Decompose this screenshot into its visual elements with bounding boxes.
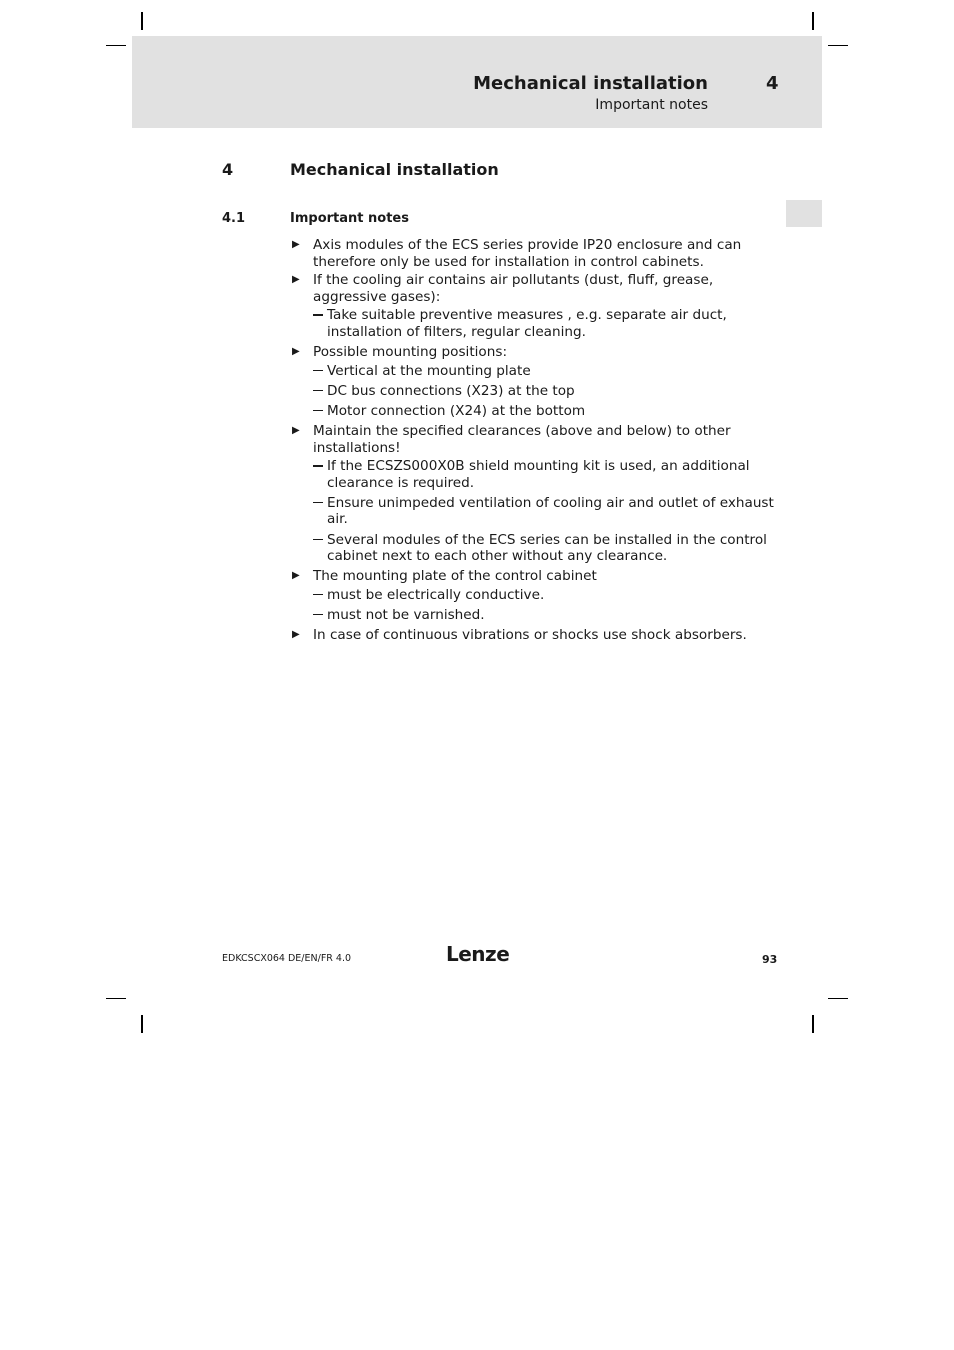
subsection-title: Important notes (290, 211, 409, 226)
section-title: Mechanical installation (290, 160, 499, 179)
dash-item: must not be varnished. (290, 607, 790, 624)
bullet-item: ▶ Axis modules of the ECS series provide IP20 enclosure and can therefore only be used for installation in control cabinets. (290, 237, 790, 270)
crop-mark (828, 998, 848, 999)
crop-mark (141, 1015, 143, 1033)
dash-item: Vertical at the mounting plate (290, 363, 790, 380)
page-number: 93 (762, 953, 778, 966)
bullet-item: ▶ In case of continuous vibrations or shocks use shock absorbers. (290, 627, 790, 644)
bullet-item: ▶ The mounting plate of the control cabinet (290, 568, 790, 585)
bullet-item: ▶ If the cooling air contains air pollutants (dust, fluff, grease, aggressive gases): (290, 272, 790, 305)
header-chapter-number: 4 (766, 73, 779, 94)
crop-mark (828, 45, 848, 46)
lenze-logo: Lenze (446, 942, 510, 966)
dash-item: DC bus connections (X23) at the top (290, 383, 790, 400)
dash-item: Take suitable preventive measures , e.g. separate air duct, installation of filters, regular cleaning. (290, 307, 790, 340)
bullet-item: ▶ Maintain the specified clearances (above and below) to other installations! (290, 423, 790, 456)
dash-item: Several modules of the ECS series can be installed in the control cabinet next to each other without any clearance. (290, 532, 790, 565)
header-title: Mechanical installation (473, 73, 708, 94)
header-subtitle: Important notes (595, 97, 708, 113)
crop-mark (106, 45, 126, 46)
subsection-number: 4.1 (222, 211, 246, 226)
bullet-item: ▶ Possible mounting positions: (290, 344, 790, 361)
crop-mark (141, 12, 143, 30)
section-number: 4 (222, 160, 234, 179)
notes-list (290, 237, 790, 646)
document-code: EDKCSCX064 DE/EN/FR 4.0 (222, 953, 352, 964)
dash-item: Motor connection (X24) at the bottom (290, 403, 790, 420)
dash-item: must be electrically conductive. (290, 587, 790, 604)
crop-mark (812, 1015, 814, 1033)
crop-mark (812, 12, 814, 30)
chapter-side-tab (786, 200, 822, 227)
dash-item: If the ECSZS000X0B shield mounting kit is used, an additional clearance is required. (290, 458, 790, 491)
dash-item: Ensure unimpeded ventilation of cooling air and outlet of exhaust air. (290, 495, 790, 528)
crop-mark (106, 998, 126, 999)
